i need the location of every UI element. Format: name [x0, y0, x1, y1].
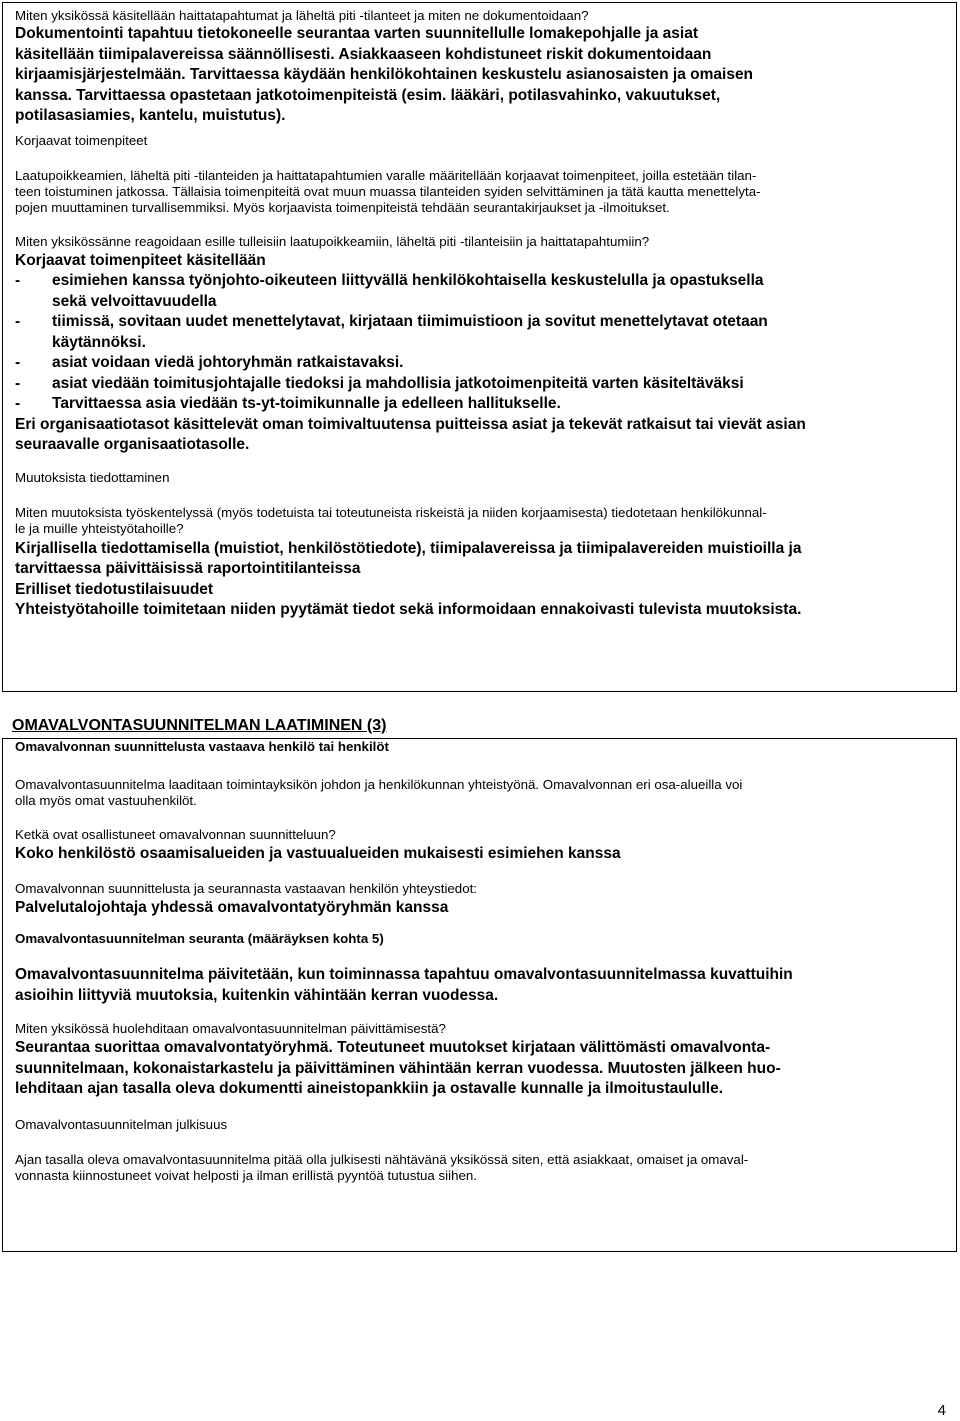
heading-responsible-persons: Omavalvonnan suunnittelusta vastaava henkilö tai henkilöt [15, 739, 389, 754]
corrective-actions-list [15, 271, 944, 415]
question-plan-update: Miten yksikössä huolehditaan omavalvontasuunnitelman päivittämisestä? [15, 1021, 446, 1036]
heading-corrective-actions: Korjaavat toimenpiteet [15, 132, 148, 148]
answer-participants: Koko henkilöstö osaamisalueiden ja vastuualueiden mukaisesti esimiehen kanssa [15, 845, 621, 862]
question-reaction: Miten yksikössänne reagoidaan esille tulleisiin laatupoikkeamiin, läheltä piti -tilanteisiin ja haittatapahtumiin? [15, 233, 650, 249]
page-number: 4 [937, 1402, 946, 1419]
answer-reaction-footer: Eri organisaatiotasot käsittelevät oman toimivaltuutensa puitteissa asiat ja tekevät ratkaisut tai vievät asian seuraavalle organisaatiotasolle. [15, 415, 806, 453]
answer-reaction-title: Korjaavat toimenpiteet käsitellään [15, 251, 266, 269]
answer-incident-documentation: Dokumentointi tapahtuu tietokoneelle seurantaa varten suunnitellulle lomakepohjalle ja asiat käsitellään tiimipalavereissa säännöllisesti. Asiakkaaseen kohdistuneet riskit dokumentoidaan kirjaamisjärjestelmään. Tarvittaessa käydään henkilökohtainen keskustelu asianosaisten ja omaisen kanssa. Tarvittaessa opastetaan jatkotoimenpiteistä (esim. lääkäri, potilasvahinko, vakuutukset, potilasasiamies, kantelu, muistutus). [15, 25, 754, 124]
list-item: - Tarvittaessa asia viedään ts-yt-toimikunnalle ja edelleen hallitukselle. [15, 395, 561, 412]
answer-plan-update: Seurantaa suorittaa omavalvontatyöryhmä. Toteutuneet muutokset kirjataan välittömästi omavalvonta- suunnitelmaan, kokonaistarkastelu ja päivittäminen vähintään kerran vuodessa. Muutosten jälkeen huo- lehditaan ajan tasalla oleva dokumentti aineistopankkiin ja ostavalle kunnalle ja ilmoitustaululle. [15, 1039, 781, 1097]
question-contact: Omavalvonnan suunnittelusta ja seurannasta vastaavan henkilön yhteystiedot: [15, 880, 477, 896]
question-change-communication: Miten muutoksista työskentelyssä (myös todetuista tai toteutuneista riskeistä ja niiden korjaamisesta) tiedotetaan henkilökunnal- le ja muille yhteistyötahoille? [15, 504, 767, 536]
list-item: - tiimissä, sovitaan uudet menettelytavat, kirjataan tiimimuistioon ja sovitut menettelytavat otetaan käytännöksi. [15, 313, 768, 351]
list-item: - asiat viedään toimitusjohtajalle tiedoksi ja mahdollisia jatkotoimenpiteitä varten käsiteltäväksi [15, 374, 744, 392]
question-incident-documentation: Miten yksikössä käsitellään haittatapahtumat ja läheltä piti -tilanteet ja miten ne dokumentoidaan? [15, 8, 589, 23]
self-monitoring-plan-box [2, 738, 957, 1252]
corrective-actions-text: Laatupoikkeamien, läheltä piti -tilanteiden ja haittatapahtumien varalle määritellään korjaavat toimenpiteet, joilla estetään tilan- teen toistuminen jatkossa. Tällaisia toimenpiteitä ovat muun muassa tilanteiden syiden selvittäminen ja tätä kautta menettelyta- pojen muuttaminen turvallisemmiksi. Myös korjaavista toimenpiteistä tehdään seurantakirjaukset ja -ilmoitukset. [15, 167, 761, 215]
heading-plan-publicity: Omavalvontasuunnitelman julkisuus [15, 1116, 228, 1132]
heading-plan-monitoring: Omavalvontasuunnitelman seuranta (määräyksen kohta 5) [15, 931, 384, 946]
question-participants: Ketkä ovat osallistuneet omavalvonnan suunnitteluun? [15, 827, 336, 842]
responsible-persons-text: Omavalvontasuunnitelma laaditaan toimintayksikön johdon ja henkilökunnan yhteistyönä. Omavalvonnan eri osa-alueilla voi olla myös omat vastuuhenkilöt. [15, 777, 743, 808]
incident-handling-box [2, 2, 957, 692]
answer-contact: Palvelutalojohtaja yhdessä omavalvontatyöryhmän kanssa [15, 898, 449, 916]
heading-change-communication: Muutoksista tiedottaminen [15, 469, 170, 485]
plan-monitoring-text: Omavalvontasuunnitelma päivitetään, kun toiminnassa tapahtuu omavalvontasuunnitelmassa kuvattuihin asioihin liittyviä muutoksia, kuitenkin vähintään kerran vuodessa. [15, 966, 793, 1004]
list-item: - esimiehen kanssa työnjohto-oikeuteen liittyvällä henkilökohtaisella keskustelulla ja opastuksella sekä velvoittavuudella [15, 272, 764, 310]
answer-change-communication: Kirjallisella tiedottamisella (muistiot, henkilöstötiedote), tiimipalavereissa ja tiimipalavereiden muistioilla ja tarvittaessa päivittäisissä raportointitilanteissa Erilliset tiedotustilaisuudet Yhteistyötahoille toimitetaan niiden pyytämät tiedot sekä informoidaan ennakoivasti tulevista muutoksista. [15, 539, 802, 618]
section-title: OMAVALVONTASUUNNITELMAN LAATIMINEN (3) [12, 717, 387, 734]
list-item: - asiat voidaan viedä johtoryhmän ratkaistavaksi. [15, 354, 404, 371]
plan-publicity-text: Ajan tasalla oleva omavalvontasuunnitelma pitää olla julkisesti nähtävänä yksikössä siten, että asiakkaat, omaiset ja omaval- vonnasta kiinnostuneet voivat helposti ja ilman erillistä pyyntöä tutustua siihen. [15, 1151, 749, 1183]
